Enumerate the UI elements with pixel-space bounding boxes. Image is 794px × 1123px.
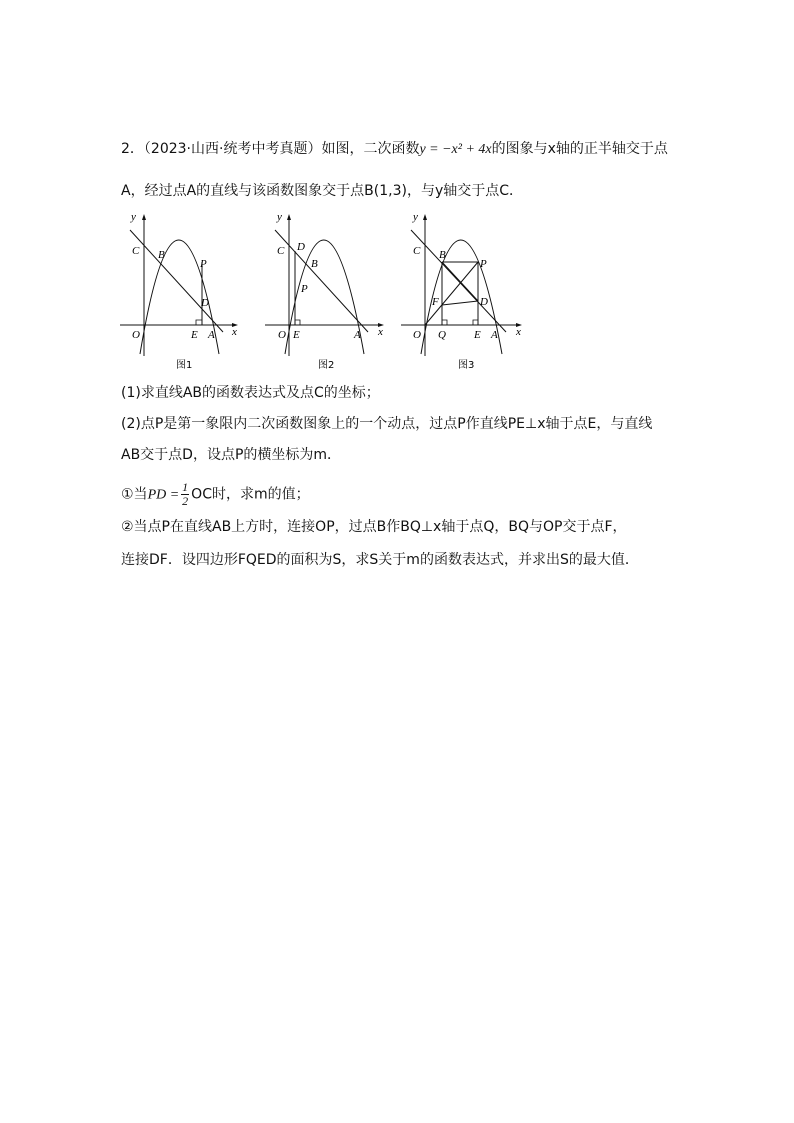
figure-3 bbox=[401, 211, 522, 371]
fig2-O-label: O bbox=[278, 329, 286, 341]
fig2-E-label: E bbox=[293, 329, 300, 341]
fig1-P-label: P bbox=[200, 258, 207, 270]
fig3-F-label: F bbox=[432, 296, 439, 308]
fig1-B-label: B bbox=[158, 249, 165, 261]
question-2-part-2-line-1: ②当点P在直线AB上方时，连接OP，过点B作BQ⊥x轴于点Q，BQ与OP交于点F， bbox=[121, 519, 627, 535]
problem-source: （2023·山西·统考中考真题） bbox=[143, 141, 322, 157]
fig2-P-label: P bbox=[301, 283, 308, 295]
fig1-y-label: y bbox=[131, 211, 136, 223]
question-1: (1)求直线AB的函数表达式及点C的坐标； bbox=[121, 385, 380, 401]
fig3-P-label: P bbox=[480, 258, 487, 270]
fig1-x-label: x bbox=[232, 326, 237, 338]
fig1-O-label: O bbox=[132, 329, 140, 341]
problem-intro: 如图，二次函数 bbox=[321, 141, 420, 157]
problem-intro-tail: 的图象与x轴的正半轴交于点 bbox=[491, 141, 668, 157]
question-2-part-1 bbox=[121, 481, 310, 508]
fig3-y-label: y bbox=[413, 211, 418, 223]
figures-panel bbox=[118, 208, 538, 373]
fig2-D-label: D bbox=[297, 241, 305, 253]
fig3-E-label: E bbox=[474, 329, 481, 341]
fig3-B-label: B bbox=[439, 249, 446, 261]
fraction-denominator: 2 bbox=[182, 494, 189, 508]
fig2-B-label: B bbox=[311, 258, 318, 270]
fig2-C-label: C bbox=[277, 245, 285, 257]
fig3-C-label: C bbox=[413, 245, 421, 257]
fig3-Q-label: Q bbox=[438, 329, 446, 341]
q2-1-rhs: OC时，求m的值； bbox=[191, 486, 310, 503]
fig1-C-label: C bbox=[132, 245, 140, 257]
question-2-part-2-line-2: 连接DF．设四边形FQED的面积为S，求S关于m的函数表达式，并求出S的最大值． bbox=[121, 552, 639, 568]
figure-1 bbox=[120, 211, 238, 371]
fraction-one-half bbox=[181, 481, 189, 508]
question-2-line-1: (2)点P是第一象限内二次函数图象上的一个动点，过点P作直线PE⊥x轴于点E，与直线 bbox=[121, 416, 653, 432]
fig2-A-label: A bbox=[354, 329, 361, 341]
problem-statement-line-1 bbox=[121, 139, 668, 160]
fig1-A-label: A bbox=[208, 329, 215, 341]
problem-number: 2． bbox=[121, 141, 144, 157]
q2-1-lhs: PD = bbox=[147, 487, 180, 503]
fig1-caption: 图1 bbox=[176, 360, 193, 371]
fig2-y-label: y bbox=[277, 211, 282, 223]
fraction-numerator: 1 bbox=[182, 480, 189, 494]
fig3-D-label: D bbox=[480, 296, 488, 308]
fig3-x-label: x bbox=[516, 326, 521, 338]
fig3-caption: 图3 bbox=[458, 360, 475, 371]
fig1-E-label: E bbox=[191, 329, 198, 341]
figure-2 bbox=[265, 211, 384, 371]
function-expression: y = −x² + 4x bbox=[419, 142, 492, 157]
fig3-A-label: A bbox=[491, 329, 498, 341]
fig3-O-label: O bbox=[413, 329, 421, 341]
problem-statement-line-2: A，经过点A的直线与该函数图象交于点B(1,3)，与y轴交于点C． bbox=[121, 183, 524, 199]
fig2-caption: 图2 bbox=[318, 360, 335, 371]
fig2-x-label: x bbox=[378, 326, 383, 338]
q2-1-prefix: ①当 bbox=[121, 486, 148, 503]
fig1-D-label: D bbox=[201, 297, 209, 309]
question-2-line-2: AB交于点D，设点P的横坐标为m． bbox=[121, 447, 342, 463]
